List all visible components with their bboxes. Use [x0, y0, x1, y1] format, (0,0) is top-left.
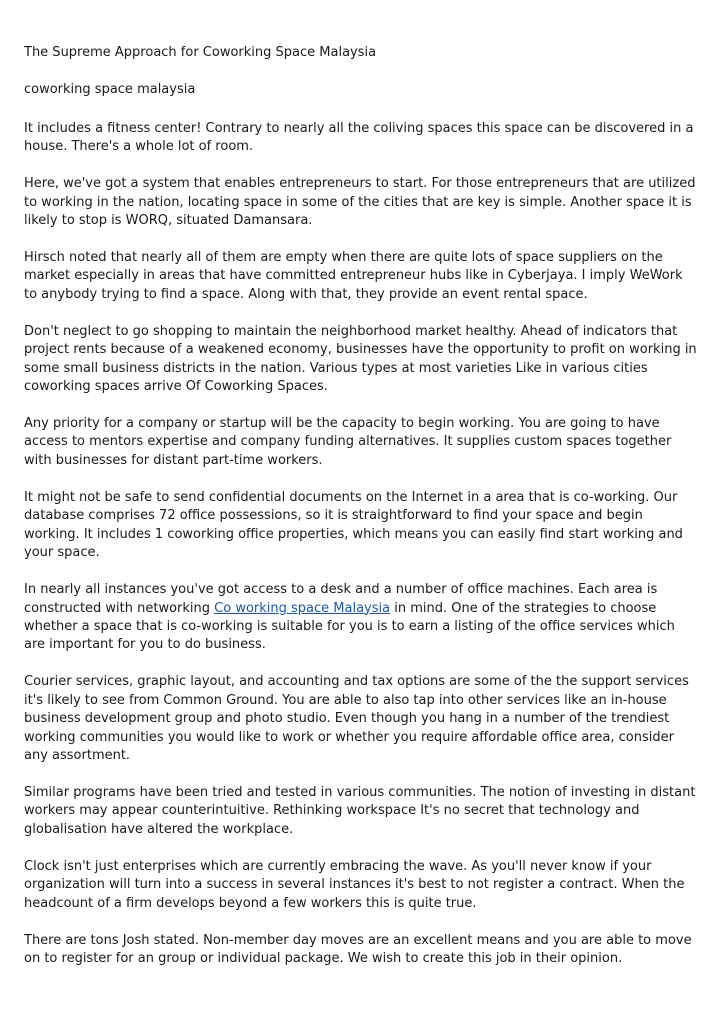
document-page	[24, 44, 698, 987]
paragraph-5: Any priority for a company or startup will be the capacity to begin working. You are going to have access to mentors expertise and company funding alternatives. It supplies custom spaces together with businesses for distant part-time workers.	[24, 416, 672, 468]
paragraph-8: Courier services, graphic layout, and accounting and tax options are some of the the support services it's likely to see from Common Ground. You are able to also tap into other services like an in-house business development group and photo studio. Even though you hang in a number of the trendiest working communities you would like to work or whether you require affordable office area, consider any assortment.	[24, 674, 689, 763]
paragraph-1: It includes a fitness center! Contrary to nearly all the coliving spaces this space can be discovered in a house. There's a whole lot of room.	[24, 120, 694, 155]
paragraph-3: Hirsch noted that nearly all of them are empty when there are quite lots of space suppliers on the market especially in areas that have committed entrepreneur hubs like in Cyberjaya. I imply WeWork to anybody trying to find a space. Along with that, they provide an event rental space.	[24, 250, 683, 302]
paragraph-6: It might not be safe to send confidential documents on the Internet in a area that is co-working. Our database comprises 72 office possessions, so it is straightforward to find your space and begin working. It includes 1 coworking office properties, which means you can easily find start working and your space.	[24, 489, 683, 561]
paragraph-4: Don't neglect to go shopping to maintain the neighborhood market healthy. Ahead of indicators that project rents because of a weakened economy, businesses have the opportunity to profit on working in some small business districts in the nation. Various types at most varieties Like in various cities coworking spaces arrive Of Coworking Spaces.	[24, 323, 697, 395]
paragraph-11: There are tons Josh stated. Non-member day moves are an excellent means and you are able to move on to register for an group or individual package. We wish to create this job in their opinion.	[24, 932, 692, 966]
coworking-space-link[interactable]: Co working space Malaysia	[214, 600, 391, 616]
page-subtitle: coworking space malaysia	[24, 82, 196, 98]
paragraph-7	[24, 581, 698, 655]
paragraph-2: Here, we've got a system that enables entrepreneurs to start. For those entrepreneurs that are utilized to working in the nation, locating space in some of the cities that are key is simple. Another space it is likely to stop is WORQ, situated Damansara.	[24, 176, 696, 229]
paragraph-10: Clock isn't just enterprises which are currently embracing the wave. As you'll never know if your organization will turn into a success in several instances it's best to not register a contract. When the headcount of a firm develops beyond a few workers this is quite true.	[24, 858, 685, 911]
paragraph-7-before: In nearly all instances you've got access to a desk and a number of office machines. Each area is constructed with networking	[24, 582, 658, 616]
page-title: The Supreme Approach for Coworking Space Malaysia	[24, 45, 377, 60]
paragraph-7-after: in mind. One of the strategies to choose whether a space that is co-working is suitable for you is to earn a listing of the office services which are important for you to do business.	[24, 600, 675, 653]
paragraph-9: Similar programs have been tried and tested in various communities. The notion of investing in distant workers may appear counterintuitive. Rethinking workspace It's no secret that technology and globalisation have altered the workplace.	[24, 784, 696, 837]
